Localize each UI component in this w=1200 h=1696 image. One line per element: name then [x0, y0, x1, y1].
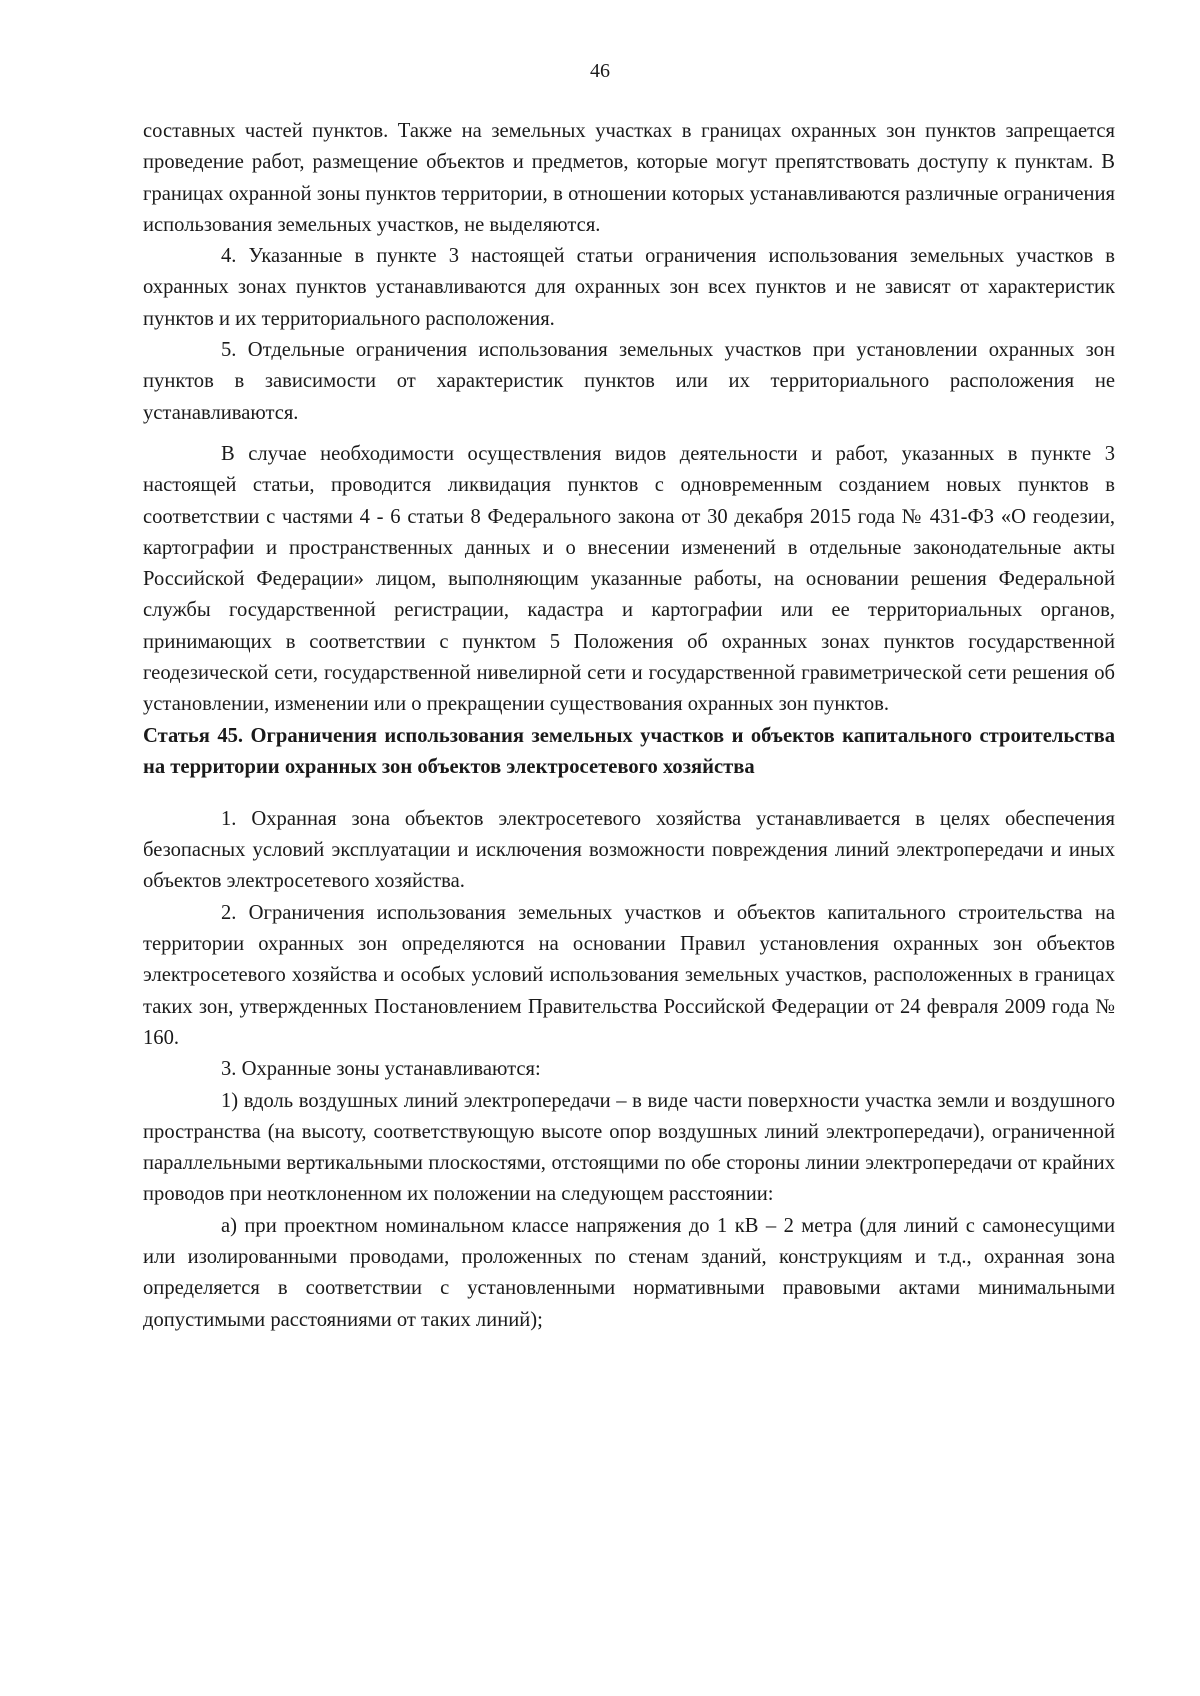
article-paragraph-2: 2. Ограничения использования земельных участков и объектов капитального строительства на территории охранных зон определяются на основании Правил установления охранных зон объектов электросетевого хозяйства и особых условий использования земельных участков, расположенных в границах таких зон, утвержденных Постановлением Правительства Российской Федерации от 24 февраля 2009 года № 160.: [143, 901, 1115, 1049]
article-subitem-1: 1) вдоль воздушных линий электропередачи – в виде части поверхности участка земли и воздушного пространства (на высоту, соответствующую высоте опор воздушных линий электропередачи), ограниченной параллельными вертикальными плоскостями, отстоящими по обе стороны линии электропередачи от крайних проводов при неотклоненном их положении на следующем расстоянии:: [143, 1089, 1115, 1206]
article-45-title: Статья 45. Ограничения использования земельных участков и объектов капитального строительства на территории охранных зон объектов электросетевого хозяйства: [143, 724, 1115, 779]
paragraph-liquidation: В случае необходимости осуществления видов деятельности и работ, указанных в пункте 3 настоящей статьи, проводится ликвидация пунктов с одновременным созданием новых пунктов в соответствии с частями 4 - 6 статьи 8 Федерального закона от 30 декабря 2015 года № 431-ФЗ «О геодезии, картографии и пространственных данных и о внесении изменений в отдельные законодательные акты Российской Федерации» лицом, выполняющим указанные работы, на основании решения Федеральной службы государственной регистрации, кадастра и картографии или ее территориальных органов, принимающих в соответствии с пунктом 5 Положения об охранных зонах пунктов государственной геодезической сети, государственной нивелирной сети и государственной гравиметрической сети решения об установлении, изменении или о прекращении существования охранных зон пунктов.: [143, 442, 1115, 716]
paragraph-item-4: 4. Указанные в пункте 3 настоящей статьи ограничения использования земельных участков в охранных зонах пунктов устанавливаются для охранных зон всех пунктов и не зависят от характеристик пунктов и их территориального расположения.: [143, 245, 1115, 330]
article-paragraph-1: 1. Охранная зона объектов электросетевого хозяйства устанавливается в целях обеспечения безопасных условий эксплуатации и исключения возможности повреждения линий электропередачи и иных объектов электросетевого хозяйства.: [143, 807, 1115, 893]
article-paragraph-3: 3. Охранные зоны устанавливаются:: [221, 1058, 541, 1081]
paragraph-continuation: составных частей пунктов. Также на земельных участках в границах охранных зон пунктов запрещается проведение работ, размещение объектов и предметов, которые могут препятствовать доступу к пунктам. В границах охранной зоны пунктов территории, в отношении которых устанавливаются различные ограничения использования земельных участков, не выделяются.: [143, 120, 1115, 236]
paragraph-item-5: 5. Отдельные ограничения использования земельных участков при установлении охранных зон пунктов в зависимости от характеристик пунктов или их территориального расположения не устанавливаются.: [143, 339, 1115, 424]
document-body: [143, 116, 1115, 1336]
article-subitem-a: а) при проектном номинальном классе напряжения до 1 кВ – 2 метра (для линий с самонесущими или изолированными проводами, проложенных по стенам зданий, конструкциям и т.д., охранная зона определяется в соответствии с установленными нормативными правовыми актами минимальными допустимыми расстояниями от таких линий);: [143, 1214, 1115, 1331]
page-number: 46: [590, 60, 610, 82]
